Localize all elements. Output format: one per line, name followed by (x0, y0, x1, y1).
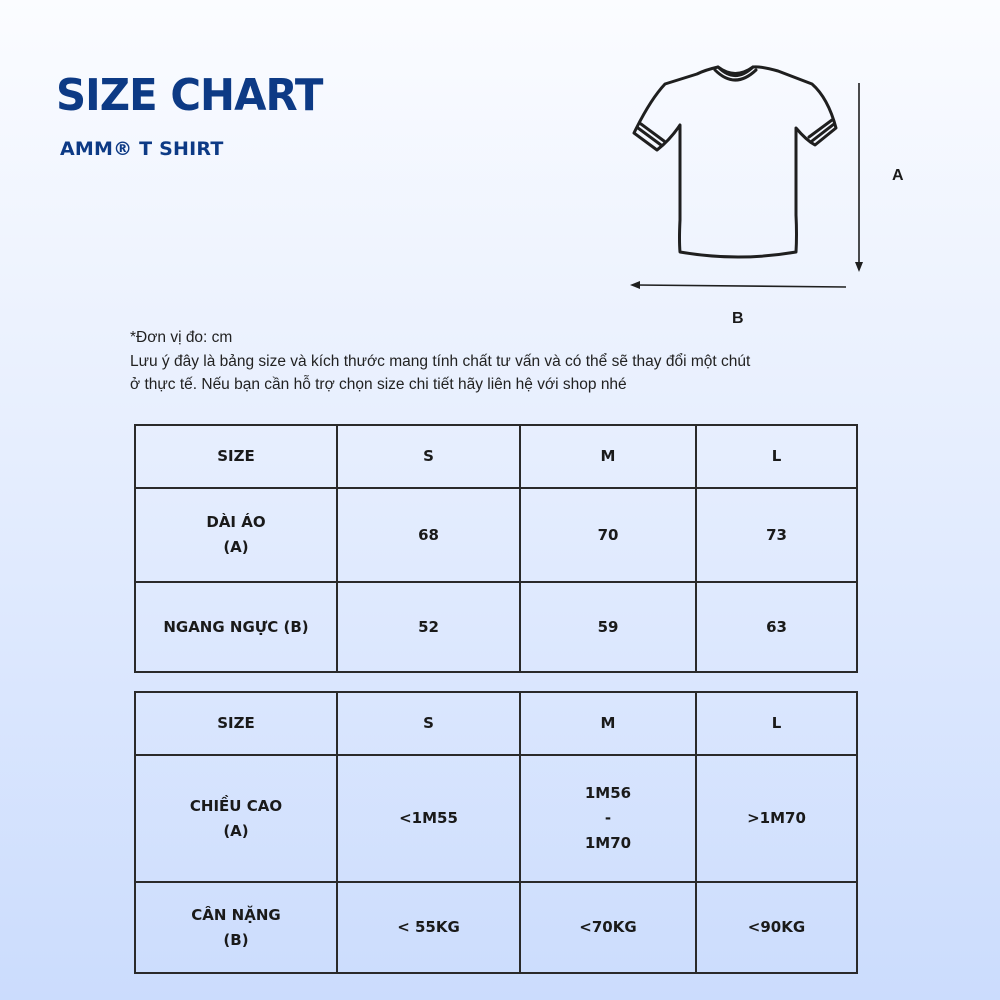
table-cell: 70 (520, 488, 696, 582)
table-row (135, 488, 857, 582)
header-cell-s: S (337, 425, 520, 488)
header-cell-size: SIZE (135, 692, 337, 755)
table-row (135, 582, 857, 672)
table-cell: 63 (696, 582, 857, 672)
table-cell: 1M56 - 1M70 (520, 755, 696, 882)
row-label-chest: NGANG NGỰC (B) (135, 582, 337, 672)
dimension-a-arrow (855, 83, 863, 272)
measurement-note (130, 326, 890, 397)
row-label-length: DÀI ÁO (A) (135, 488, 337, 582)
header-cell-s: S (337, 692, 520, 755)
table-cell: <1M55 (337, 755, 520, 882)
tshirt-outline-icon (634, 67, 836, 257)
dimension-b-label: B (732, 310, 744, 327)
tshirt-diagram (620, 60, 920, 300)
advisory-line-1: Lưu ý đây là bảng size và kích thước mang tính chất tư vấn và có thể sẽ thay đổi một chút (130, 352, 751, 370)
header-cell-l: L (696, 425, 857, 488)
dimension-b-arrow (630, 281, 846, 289)
header-cell-l: L (696, 692, 857, 755)
page-title: SIZE CHART (56, 70, 323, 121)
table-cell: 68 (337, 488, 520, 582)
table-header-row (135, 692, 857, 755)
table-row (135, 882, 857, 973)
table-header-row (135, 425, 857, 488)
table-cell: 52 (337, 582, 520, 672)
table-cell: <70KG (520, 882, 696, 973)
garment-size-table (134, 424, 858, 673)
header-cell-m: M (520, 692, 696, 755)
dimension-a-label: A (892, 167, 904, 184)
table-cell: < 55KG (337, 882, 520, 973)
table-cell: >1M70 (696, 755, 857, 882)
row-label-height: CHIỀU CAO (A) (135, 755, 337, 882)
unit-note: *Đơn vị đo: cm (130, 329, 233, 346)
table-cell: <90KG (696, 882, 857, 973)
table-cell: 59 (520, 582, 696, 672)
body-fit-table (134, 691, 858, 974)
header-cell-size: SIZE (135, 425, 337, 488)
product-subtitle: AMM® T SHIRT (60, 138, 224, 160)
table-cell: 73 (696, 488, 857, 582)
table-row (135, 755, 857, 882)
advisory-line-2: ở thực tế. Nếu bạn cần hỗ trợ chọn size chi tiết hãy liên hệ với shop nhé (130, 376, 627, 393)
row-label-weight: CÂN NẶNG (B) (135, 882, 337, 973)
header-cell-m: M (520, 425, 696, 488)
